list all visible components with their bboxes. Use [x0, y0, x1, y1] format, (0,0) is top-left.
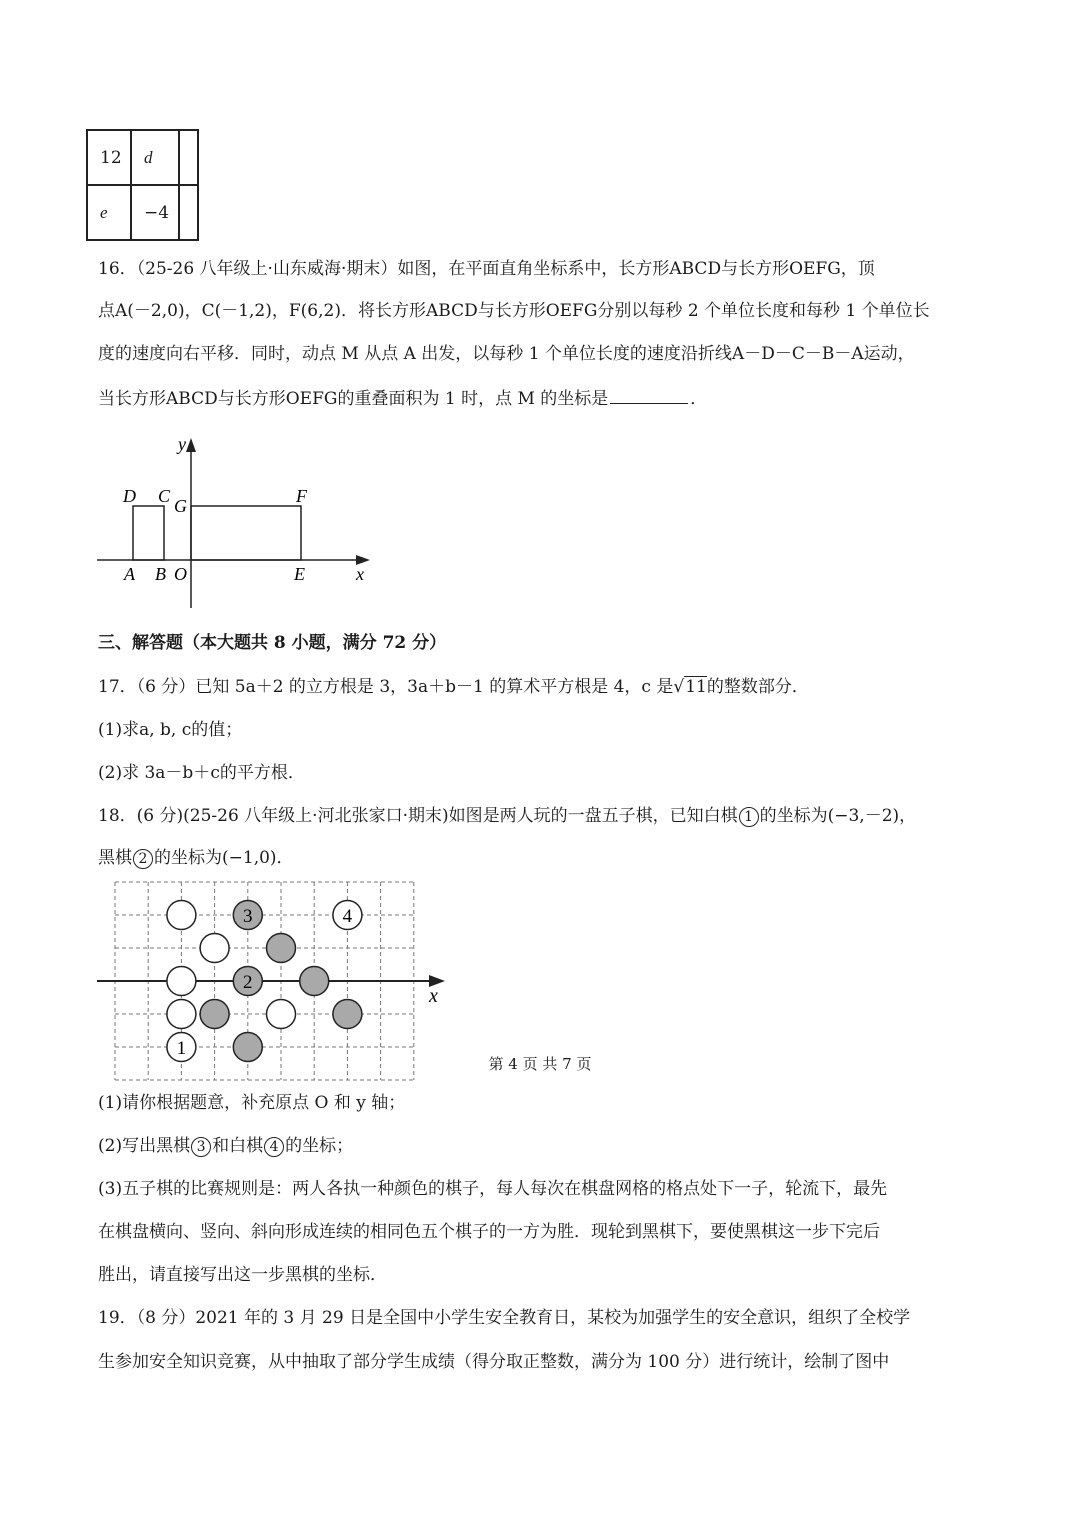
q16-coordinate-figure [90, 430, 390, 615]
white-piece [167, 1000, 196, 1029]
point-f-label: F [296, 486, 307, 506]
table-row [87, 185, 198, 240]
white-piece-1-number: 1 [176, 1038, 187, 1059]
board-x-label: x [429, 985, 438, 1007]
value-table [86, 129, 199, 241]
white-piece-4-mark: 4 [264, 1137, 284, 1157]
q18-text-line [98, 804, 916, 828]
black-piece-2-mark: 2 [133, 849, 153, 869]
white-piece [167, 901, 196, 930]
q16-text-line: 点A(－2,0)，C(－1,2)，F(6,2)．将长方形ABCD与长方形OEFG分别以每秒 2 个单位长度和每秒 1 个单位长 [98, 301, 930, 321]
q18-part-3-line: 在棋盘横向、竖向、斜向形成连续的相同色五个棋子的一方为胜．现轮到黑棋下，要使黑棋这一步下完后 [98, 1222, 880, 1242]
q17-part-2: (2)求 3a－b＋c的平方根． [98, 763, 305, 783]
q18-part-1: (1)请你根据题意，补充原点 O 和 y 轴； [98, 1093, 406, 1113]
sqrt-radicand: 11 [685, 677, 707, 697]
origin-label: O [174, 564, 187, 584]
table-cell: −4 [131, 185, 179, 240]
q16-text-line [98, 385, 707, 411]
rectangle-oefg [191, 506, 301, 560]
black-piece [333, 1000, 362, 1029]
page-footer: 第 4 页 共 7 页 [488, 1055, 592, 1073]
table-cell [179, 130, 198, 185]
table-cell: 12 [87, 130, 131, 185]
q18-text: 和白棋 [212, 1136, 264, 1156]
black-piece [300, 967, 329, 996]
q16-text-line: 度的速度向右平移．同时，动点 M 从点 A 出发，以每秒 1 个单位长度的速度沿折线A－D－C－B－A运动， [98, 344, 915, 364]
point-g-label: G [174, 496, 187, 516]
y-label: y [178, 434, 186, 454]
white-piece-1-mark: 1 [739, 807, 759, 827]
table-cell: d [131, 130, 179, 185]
white-piece-4-number: 4 [342, 906, 353, 927]
black-piece-3-mark: 3 [191, 1137, 211, 1157]
q16-text: 当长方形ABCD与长方形OEFG的重叠面积为 1 时，点 M 的坐标是 [98, 389, 609, 409]
q17-text-line: 17．（6 分）已知 5a＋2 的立方根是 3，3a＋b－1 的算术平方根是 4，c 是√11的整数部分． [98, 677, 809, 697]
black-piece [267, 934, 296, 963]
q19-text-line: 19．（8 分）2021 年的 3 月 29 日是全国中小学生安全教育日，某校为加强学生的安全意识，组织了全校学 [98, 1308, 911, 1328]
q18-part-3-line: (3)五子棋的比赛规则是：两人各执一种颜色的棋子，每人每次在棋盘网格的格点处下一子，轮流下，最先 [98, 1179, 888, 1199]
q18-text: 的坐标为(−1,0)． [154, 848, 294, 868]
white-piece [200, 934, 229, 963]
black-piece-2-number: 2 [243, 972, 253, 993]
rectangle-abcd [133, 506, 164, 560]
point-e-label: E [294, 564, 305, 584]
q18-text-line [98, 846, 294, 870]
q17-part-1: (1)求a, b, c的值； [98, 720, 243, 740]
point-c-label: C [158, 486, 171, 506]
table-row [87, 130, 198, 185]
q18-text: 的坐标； [285, 1136, 354, 1156]
q19-text-line: 生参加安全知识竞赛，从中抽取了部分学生成绩（得分取正整数，满分为 100 分）进行统计，绘制了图中 [98, 1352, 890, 1372]
q18-text: 黑棋 [98, 848, 132, 868]
q17-text: 的整数部分． [706, 677, 809, 697]
white-piece [267, 1000, 296, 1029]
table-cell: e [87, 185, 131, 240]
q16-text-line: 16．（25-26 八年级上·山东威海·期末）如图，在平面直角坐标系中，长方形ABCD与长方形OEFG，顶 [98, 259, 875, 279]
q16-text: ． [690, 389, 708, 409]
q18-part-3-line: 胜出，请直接写出这一步黑棋的坐标． [98, 1265, 387, 1285]
black-piece [200, 1000, 229, 1029]
point-a-label: A [124, 564, 135, 584]
q18-text: 18．(6 分)(25-26 八年级上·河北张家口·期末)如图是两人玩的一盘五子棋，已知白棋 [98, 806, 738, 826]
y-axis-arrow [186, 438, 196, 452]
section-heading: 三、解答题（本大题共 8 小题，满分 72 分） [98, 633, 447, 653]
q18-text: 的坐标为(−3,－2)， [759, 806, 917, 826]
answer-blank [610, 385, 688, 404]
q17-text: 17．（6 分）已知 5a＋2 的立方根是 3，3a＋b－1 的算术平方根是 4，c 是 [98, 677, 674, 697]
q18-part-2 [98, 1134, 353, 1158]
white-piece [167, 967, 196, 996]
table-cell [179, 185, 198, 240]
point-b-label: B [155, 564, 166, 584]
point-d-label: D [123, 486, 136, 506]
black-piece-3-number: 3 [243, 906, 253, 927]
x-label: x [356, 564, 364, 584]
q18-text: (2)写出黑棋 [98, 1136, 191, 1156]
